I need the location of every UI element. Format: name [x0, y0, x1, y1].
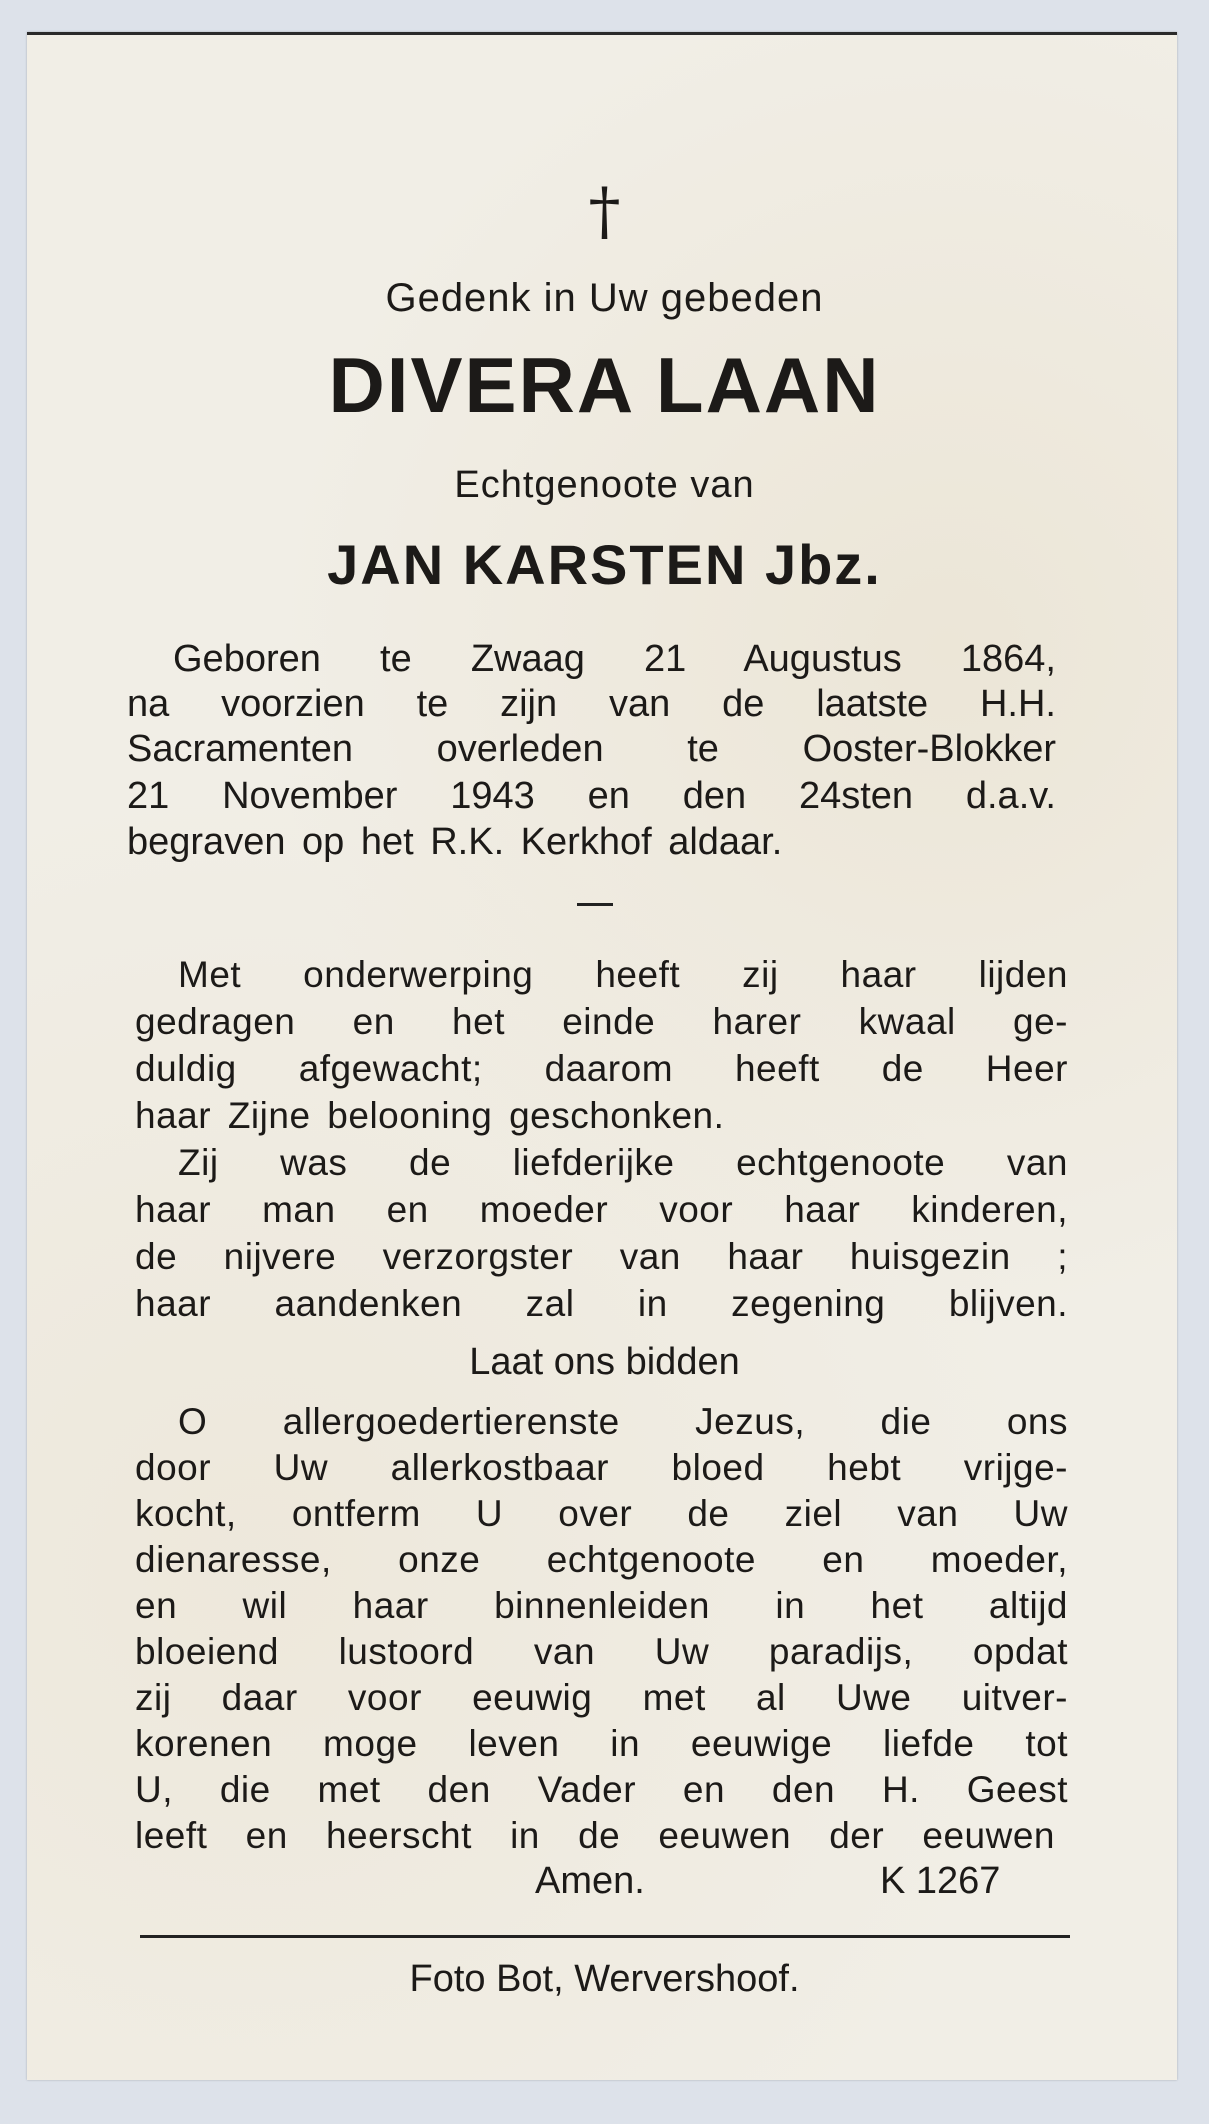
- prayer-line: bloeiend lustoord van Uw paradijs, opdat: [135, 1631, 1068, 1672]
- prayer-line: dienaresse, onze echtgenoote en moeder,: [135, 1539, 1068, 1580]
- photographer-credit: Foto Bot, Wervershoof.: [409, 1958, 800, 2000]
- tribute-line: Met onderwerping heeft zij haar lijden: [178, 954, 1068, 995]
- tribute-line: Zij was de liefderijke echtgenoote van: [178, 1142, 1068, 1183]
- biography-line: Sacramenten overleden te Ooster-Blokker: [127, 728, 1056, 770]
- prayer-line: O allergoedertierenste Jezus, die ons: [178, 1401, 1068, 1442]
- heading: Gedenk in Uw gebeden: [385, 276, 824, 320]
- tribute-line: haar man en moeder voor haar kinderen,: [135, 1189, 1068, 1230]
- separator-dash: [577, 903, 613, 906]
- tribute-line: gedragen en het einde harer kwaal ge-: [135, 1001, 1068, 1042]
- divider-rule: [140, 1935, 1070, 1938]
- biography-line: 21 November 1943 en den 24sten d.a.v.: [127, 775, 1056, 817]
- prayer-line: en wil haar binnenleiden in het altijd: [135, 1585, 1068, 1626]
- biography-line: na voorzien te zijn van de laatste H.H.: [127, 683, 1056, 725]
- prayer-line: zij daar voor eeuwig met al Uwe uitver-: [135, 1677, 1068, 1718]
- card-code: K 1267: [880, 1860, 1001, 1902]
- prayer-title: Laat ons bidden: [469, 1341, 740, 1383]
- prayer-line: leeft en heerscht in de eeuwen der eeuwen: [135, 1815, 1055, 1856]
- tribute-line: haar aandenken zal in zegening blijven.: [135, 1283, 1068, 1324]
- relation-label: Echtgenoote van: [454, 464, 755, 506]
- prayer-line: korenen moge leven in eeuwige liefde tot: [135, 1723, 1068, 1764]
- deceased-name: DIVERA LAAN: [328, 341, 881, 429]
- prayer-line: kocht, ontferm U over de ziel van Uw: [135, 1493, 1068, 1534]
- amen: Amen.: [535, 1860, 645, 1902]
- tribute-line: haar Zijne belooning geschonken.: [135, 1095, 725, 1136]
- prayer-line: door Uw allerkostbaar bloed hebt vrijge-: [135, 1447, 1068, 1488]
- biography-line: begraven op het R.K. Kerkhof aldaar.: [127, 821, 783, 863]
- cross-icon: †: [588, 175, 621, 249]
- tribute-line: de nijvere verzorgster van haar huisgezin ;: [135, 1236, 1068, 1277]
- spouse-name: JAN KARSTEN Jbz.: [327, 533, 882, 596]
- prayer-line: U, die met den Vader en den H. Geest: [135, 1769, 1068, 1810]
- tribute-line: duldig afgewacht; daarom heeft de Heer: [135, 1048, 1068, 1089]
- biography-line: Geboren te Zwaag 21 Augustus 1864,: [173, 638, 1056, 680]
